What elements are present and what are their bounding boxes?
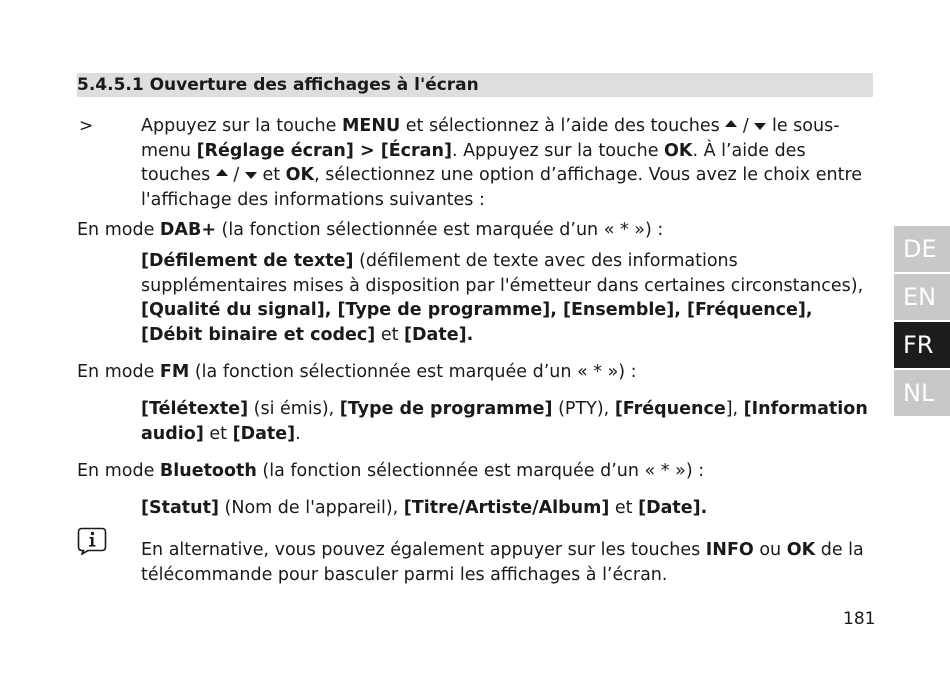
section-heading-bar bbox=[77, 73, 873, 97]
menu-key: MENU bbox=[341, 116, 401, 136]
page-number: 181 bbox=[843, 609, 876, 629]
bluetooth-options: [Statut] (Nom de l'appareil), [Titre/Artiste/Album] et [Date]. bbox=[141, 498, 708, 518]
arrow-up-icon bbox=[725, 120, 737, 127]
arrow-down-icon bbox=[754, 123, 766, 130]
language-tabs bbox=[894, 226, 950, 418]
fm-options: [Télétexte] (si émis), [Type de programme] (PTY), [Fréquence], [Information audio] et [Date]. bbox=[141, 399, 868, 444]
arrow-up-icon bbox=[216, 169, 228, 176]
note-paragraph: En alternative, vous pouvez également appuyer sur les touches INFO ou OK de la télécommande pour basculer parmi les affichages à l’écran. bbox=[141, 540, 864, 585]
ok-key: OK bbox=[285, 165, 315, 185]
language-tab-de[interactable]: DE bbox=[894, 226, 950, 272]
step-bullet: > bbox=[79, 116, 94, 136]
dab-options: [Défilement de texte] (défilement de texte avec des informations supplémentaires mises à disposition par l'émetteur dans certaines circonstances), [Qualité du signal], [Type de programme], [Ensemble], [Fréquence], [Débit binaire et codec] et [Date]. bbox=[141, 251, 864, 345]
ok-key: OK bbox=[786, 540, 816, 560]
language-tab-fr[interactable]: FR bbox=[894, 322, 950, 368]
fm-intro: En mode FM (la fonction sélectionnée est marquée d’un « * ») : bbox=[77, 362, 637, 382]
submenu-path: [Réglage écran] > [Écran] bbox=[196, 140, 452, 161]
ok-key: OK bbox=[664, 140, 693, 161]
bluetooth-intro: En mode Bluetooth (la fonction sélectionnée est marquée d’un « * ») : bbox=[77, 461, 705, 481]
arrow-down-icon bbox=[245, 172, 257, 179]
language-tab-en[interactable]: EN bbox=[894, 274, 950, 320]
step-paragraph: Appuyez sur la touche MENU et sélectionnez à l’aide des touches / le sous-menu [Réglage écran] > [Écran]. Appuyez sur la touche OK. À l’aide des touches / et OK, sélectionnez une option d’affichage. Vous avez le choix entre l'affichage des informations suivantes : bbox=[141, 116, 863, 210]
section-heading: 5.4.5.1 Ouverture des affichages à l'écran bbox=[77, 75, 479, 95]
info-key: INFO bbox=[705, 540, 754, 560]
dab-intro: En mode DAB+ (la fonction sélectionnée est marquée d’un « * ») : bbox=[77, 220, 664, 240]
info-icon bbox=[77, 527, 107, 555]
language-tab-nl[interactable]: NL bbox=[894, 370, 950, 416]
